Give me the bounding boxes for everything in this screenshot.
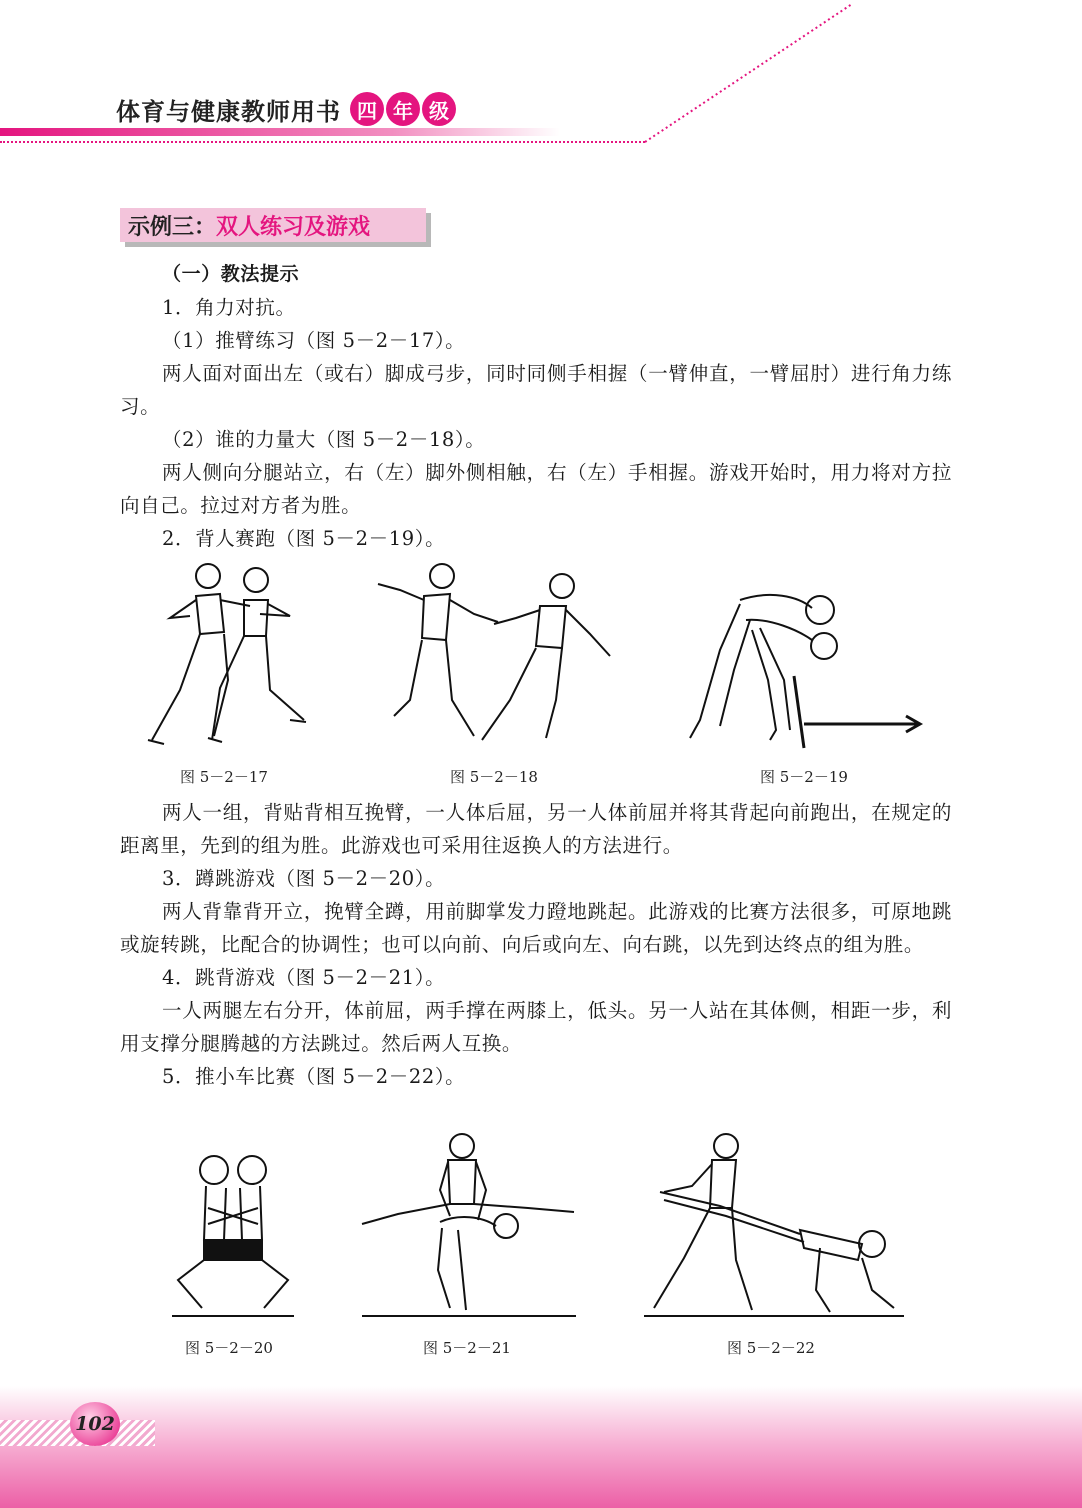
footer-band — [0, 1386, 1082, 1508]
caption-5-2-21: 图 5－2－21 — [423, 1339, 511, 1357]
figure-5-2-22 — [640, 1130, 910, 1320]
paragraph-1: 两人面对面出左（或右）脚成弓步，同时同侧手相握（一臂伸直，一臂屈肘）进行角力练习。 — [120, 362, 952, 418]
caption-5-2-22: 图 5－2－22 — [727, 1339, 815, 1357]
section-heading — [120, 208, 426, 242]
item-1-2: （2）谁的力量大（图 5－2－18）。 — [162, 428, 486, 451]
grade-char-1: 四 — [350, 92, 384, 126]
paragraph-5: 一人两腿左右分开，体前屈，两手撑在两膝上，低头。另一人站在其体侧，相距一步，利用支撑分腿腾越的方法跳过。然后两人互换。 — [120, 999, 952, 1055]
item-1: 1．角力对抗。 — [162, 296, 296, 319]
text-block-1 — [120, 258, 952, 555]
subheading-teaching-tips: （一）教法提示 — [162, 263, 300, 285]
item-5: 5．推小车比赛（图 5－2－22）。 — [162, 1065, 466, 1088]
section-label: 示例三： — [128, 214, 217, 240]
figure-5-2-21 — [358, 1130, 580, 1320]
book-title: 体育与健康教师用书 — [116, 97, 341, 126]
paragraph-4: 两人背靠背开立，挽臂全蹲，用前脚掌发力蹬地跳起。此游戏的比赛方法很多，可原地跳或旋转跳，比配合的协调性；也可以向前、向后或向左、向右跳，以先到达终点的组为胜。 — [120, 900, 952, 956]
paragraph-2: 两人侧向分腿站立，右（左）脚外侧相触，右（左）手相握。游戏开始时，用力将对方拉向自己。拉过对方者为胜。 — [120, 461, 952, 517]
grade-char-3: 级 — [422, 92, 456, 126]
item-2: 2．背人赛跑（图 5－2－19）。 — [162, 527, 446, 550]
item-1-1: （1）推臂练习（图 5－2－17）。 — [162, 329, 466, 352]
item-3: 3．蹲跳游戏（图 5－2－20）。 — [162, 867, 446, 890]
paragraph-3: 两人一组，背贴背相互挽臂，一人体后屈，另一人体前屈并将其背起向前跑出，在规定的距离里，先到的组为胜。此游戏也可采用往返换人的方法进行。 — [120, 801, 952, 857]
figure-5-2-19 — [680, 570, 930, 750]
figure-5-2-20 — [168, 1148, 298, 1320]
header-bar — [0, 128, 560, 136]
caption-5-2-17: 图 5－2－17 — [180, 768, 268, 786]
text-block-2 — [120, 796, 952, 1093]
grade-char-2: 年 — [386, 92, 420, 126]
item-4: 4．跳背游戏（图 5－2－21）。 — [162, 966, 446, 989]
figure-5-2-17 — [140, 560, 320, 750]
figure-5-2-18 — [370, 560, 620, 750]
caption-5-2-19: 图 5－2－19 — [760, 768, 848, 786]
grade-badge — [350, 92, 456, 126]
page-number: 102 — [70, 1402, 120, 1446]
caption-5-2-20: 图 5－2－20 — [185, 1339, 273, 1357]
header-diagonal-line — [640, 0, 860, 145]
section-title: 双人练习及游戏 — [216, 214, 371, 240]
header-dotted-line — [0, 141, 645, 143]
caption-5-2-18: 图 5－2－18 — [450, 768, 538, 786]
